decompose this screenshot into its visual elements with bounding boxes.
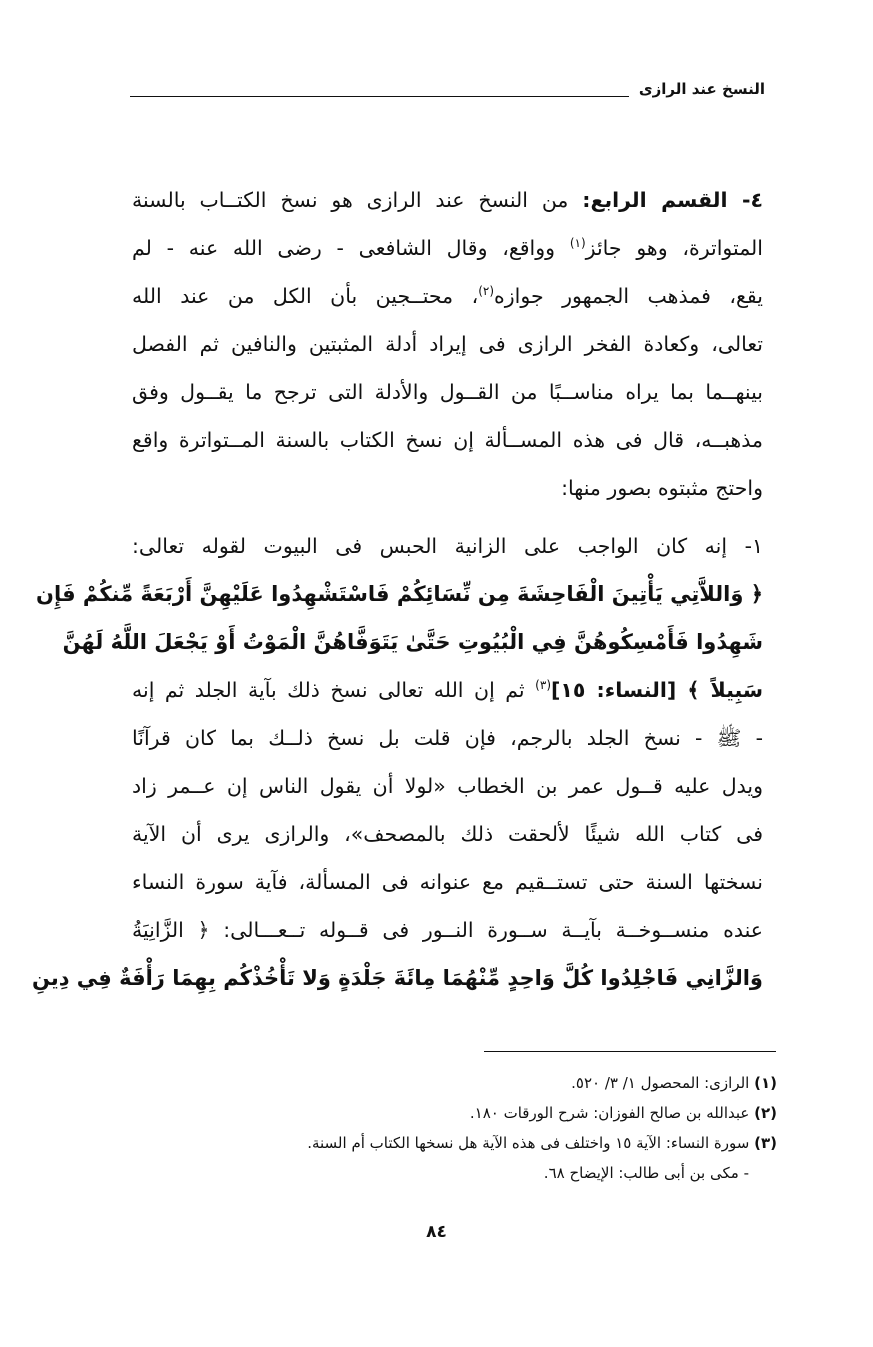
text-line: واحتج مثبتوه بصور منها: bbox=[561, 476, 763, 500]
footnote: (٣) سورة النساء: الآية ١٥ واختلف فى هذه الآية هل نسخها الكتاب أم السنة. bbox=[307, 1134, 777, 1152]
quran-verse-line: ﴿ وَاللاَّتِي يَأْتِينَ الْفَاحِشَةَ مِن نِّسَائِكُمْ فَاسْتَشْهِدُوا عَلَيْهِنَّ أَرْبَعَةً مِّنكُمْ فَإِن bbox=[36, 582, 763, 606]
footnote-rule bbox=[484, 1051, 776, 1052]
text-line: ١- إنه كان الواجب على الزانية الحبس فى البيوت لقوله تعالى: bbox=[132, 534, 763, 558]
footnote: - مكى بن أبى طالب: الإيضاح ٦٨. bbox=[543, 1164, 749, 1182]
footnote: (١) الرازى: المحصول ١/ ٣/ ٥٢٠. bbox=[571, 1074, 777, 1092]
footnote-number: (١) bbox=[754, 1074, 777, 1092]
text-line: مذهبــه، قال فى هذه المســألة إن نسخ الكتاب بالسنة المــتواترة واقع bbox=[132, 428, 763, 452]
text-line: بينهــما بما يراه مناســبًا من القــول والأدلة التى ترجح ما يقــول وفق bbox=[132, 380, 763, 404]
section-heading: ٤- القسم الرابع: bbox=[582, 188, 763, 212]
text-line: ويدل عليه قــول عمر بن الخطاب «لولا أن يقول الناس إن عــمر زاد bbox=[132, 774, 763, 798]
text-line: ٤- القسم الرابع: من النسخ عند الرازى هو نسخ الكتــاب بالسنة bbox=[132, 188, 763, 212]
header-rule bbox=[130, 96, 629, 97]
text-line: نسختها السنة حتى تستــقيم مع عنوانه فى المسألة، فآية سورة النساء bbox=[132, 870, 763, 894]
running-header: النسخ عند الرازى bbox=[638, 80, 765, 98]
text-line: تعالى، وكعادة الفخر الرازى فى إيراد أدلة المثبتين والنافين ثم الفصل bbox=[132, 332, 763, 356]
footnote: (٢) عبدالله بن صالح الفوزان: شرح الورقات ١٨٠. bbox=[469, 1104, 777, 1122]
footnote-number: (٢) bbox=[754, 1104, 777, 1122]
text-line: فى كتاب الله شيئًا لألحقت ذلك بالمصحف»، والرازى يرى أن الآية bbox=[132, 822, 763, 846]
text-line: عنده منســوخــة بآيــة ســورة النــور فى قــوله تــعـــالى: ﴿ الزَّانِيَةُ bbox=[132, 918, 763, 942]
text-line: المتواترة، وهو جائز$^{(١)}$ وواقع، وقال الشافعى - رضى الله عنه - لم bbox=[132, 236, 763, 260]
footnote-ref[interactable]: (٣) bbox=[535, 678, 551, 693]
paragraph-gap bbox=[132, 512, 763, 522]
quran-verse-line: شَهِدُوا فَأَمْسِكُوهُنَّ فِي الْبُيُوتِ حَتَّىٰ يَتَوَفَّاهُنَّ الْمَوْتُ أَوْ يَجْعَلَ اللَّهُ لَهُنَّ bbox=[62, 630, 763, 654]
main-text bbox=[31, 176, 763, 1002]
footnote-ref[interactable]: (١) bbox=[569, 236, 586, 251]
quran-verse-line: وَالزَّانِي فَاجْلِدُوا كُلَّ وَاحِدٍ مِّنْهُمَا مِائَةَ جَلْدَةٍ وَلا تَأْخُذْكُم بِهِمَا رَأْفَةٌ فِي دِينِ bbox=[31, 966, 763, 990]
text-line: يقع، فمذهب الجمهور جوازه$^{(٢)}$، محتــجين بأن الكل من عند الله bbox=[132, 284, 763, 308]
footnote-number: (٣) bbox=[754, 1134, 777, 1152]
text-line: - ﷺ - نسخ الجلد بالرجم، فإن قلت بل نسخ ذلــك بما كان قرآنًا bbox=[132, 726, 763, 750]
text-line: سَبِيلاً ﴾ [النساء: ١٥]$^{(٣)}$ ثم إن الله تعالى نسخ ذلك بآية الجلد ثم إنه bbox=[132, 678, 763, 702]
footnote-ref[interactable]: (٢) bbox=[478, 284, 495, 299]
page-number: ٨٤ bbox=[426, 1222, 447, 1242]
footnotes bbox=[150, 1068, 777, 1188]
